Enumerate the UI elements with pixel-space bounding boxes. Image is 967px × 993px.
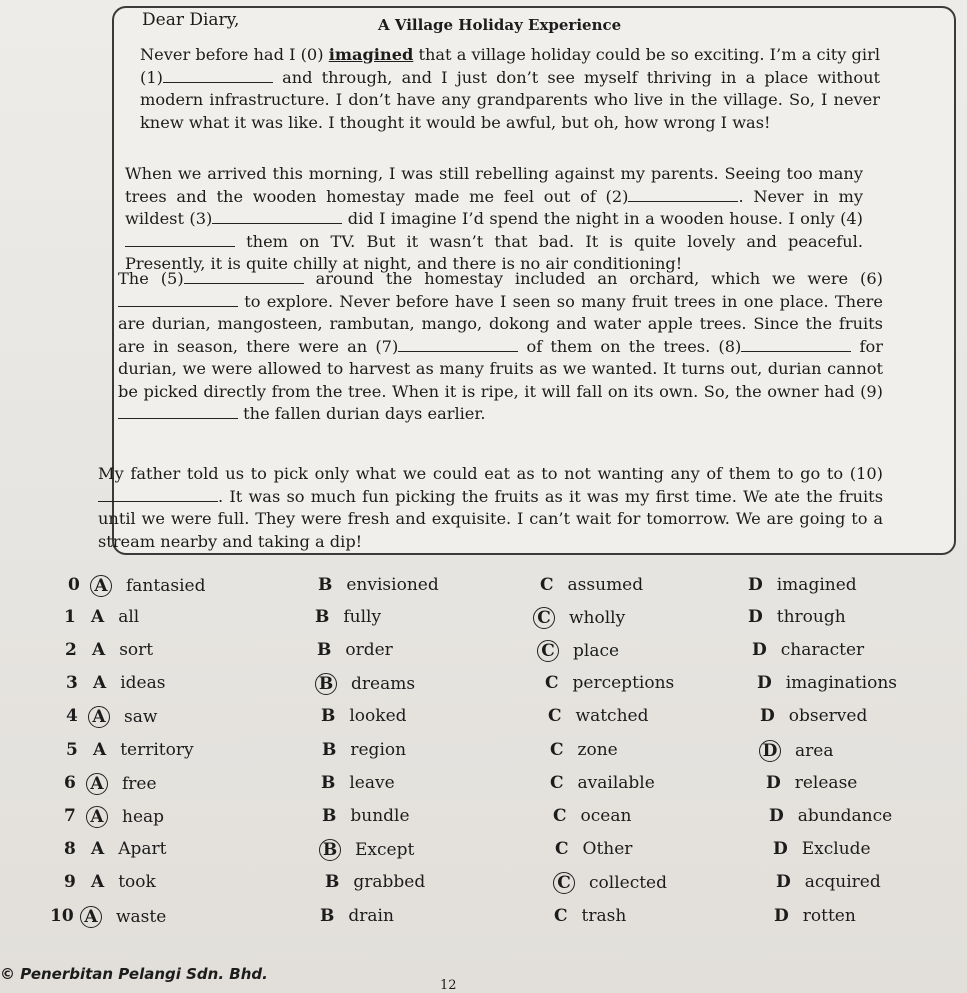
option-letter: A xyxy=(93,673,107,693)
question-row xyxy=(0,839,967,869)
option-letter: D xyxy=(757,673,772,693)
diary-paragraph-4 xyxy=(98,463,883,553)
option-a[interactable] xyxy=(91,806,164,828)
question-number: 0 xyxy=(68,575,80,595)
option-letter: B xyxy=(317,640,332,660)
paragraph-text: did I imagine I’d spend the night in a wooden house. I only (4) xyxy=(342,209,863,228)
paragraph-text: and through, and I just don’t see myself thriving in a place without modern infrastructure. I don’t have any grandparents who live in the village. So, I never knew what it was like. I thought it would be awful, but oh, how wrong I was! xyxy=(140,67,880,132)
question-row xyxy=(0,906,967,936)
paragraph-text: them on TV. But it wasn’t that bad. It is quite lovely and peaceful. Presently, it is quite chilly at night, and there is no air conditioning! xyxy=(125,231,863,273)
answer-blank xyxy=(125,231,235,247)
option-b[interactable] xyxy=(322,806,410,826)
option-a[interactable] xyxy=(91,839,166,859)
option-c[interactable] xyxy=(550,773,655,793)
option-c[interactable] xyxy=(540,575,643,595)
answer-blank xyxy=(398,336,518,352)
option-b[interactable] xyxy=(315,607,381,627)
paragraph-text: that a village holiday could be so exciting. I’m a city girl (1) xyxy=(140,45,880,87)
paragraph-text: for durian, we were allowed to harvest as many fruits as we wanted. It turns out, durian cannot be picked directly from the tree. When it is ripe, it will fall on its own. So, the owner had (9) xyxy=(118,336,883,401)
question-row xyxy=(0,640,967,670)
circled-answer: C xyxy=(533,607,555,629)
question-number: 5 xyxy=(66,740,78,760)
option-text: free xyxy=(122,774,157,794)
example-answer: imagined xyxy=(328,45,414,64)
option-text: fantasied xyxy=(126,576,206,596)
option-letter: B xyxy=(315,607,330,627)
option-text: ocean xyxy=(580,806,632,826)
option-a[interactable] xyxy=(92,640,153,660)
option-letter: C xyxy=(555,839,569,859)
answer-blank xyxy=(184,268,304,284)
option-a[interactable] xyxy=(93,706,157,728)
option-text: zone xyxy=(577,740,618,760)
option-text: place xyxy=(573,641,620,661)
option-text: wholly xyxy=(569,608,626,628)
option-letter: B xyxy=(325,872,340,892)
option-text: dreams xyxy=(351,674,416,694)
option-a[interactable] xyxy=(91,872,156,892)
option-text: heap xyxy=(122,807,165,827)
diary-paragraph-2 xyxy=(125,163,863,276)
option-letter: D xyxy=(748,607,763,627)
option-letter: A xyxy=(92,640,106,660)
option-text: Apart xyxy=(118,839,167,859)
answer-blank xyxy=(741,336,851,352)
question-row xyxy=(0,706,967,736)
circled-answer: A xyxy=(80,906,102,928)
option-text: watched xyxy=(575,706,649,726)
paragraph-text: My father told us to pick only what we could eat as to not wanting any of them to go to (10) xyxy=(98,464,883,483)
diary-title: A Village Holiday Experience xyxy=(378,16,622,34)
paragraph-text: . It was so much fun picking the fruits as it was my first time. We ate the fruits until we were full. They were fresh and exquisite. I can’t wait for tomorrow. We are going to a stream nearby and taking a dip! xyxy=(98,486,883,551)
option-text: grabbed xyxy=(353,872,426,892)
answer-blank xyxy=(212,208,342,224)
paragraph-text: around the homestay included an orchard, which we were (6) xyxy=(303,269,883,288)
option-text: ideas xyxy=(120,673,166,693)
option-d[interactable] xyxy=(769,806,892,826)
option-a[interactable] xyxy=(93,673,165,693)
publisher-credit: © Penerbitan Pelangi Sdn. Bhd. xyxy=(0,965,268,983)
paragraph-text: When we arrived this morning, I was still rebelling against my parents. Seeing too many trees and the wooden homestay made me feel out of (2) xyxy=(125,164,863,206)
option-text: took xyxy=(118,872,156,892)
option-letter: C xyxy=(553,806,567,826)
option-letter: B xyxy=(318,575,333,595)
option-text: fully xyxy=(343,607,382,627)
option-c[interactable] xyxy=(553,806,631,826)
option-d[interactable] xyxy=(748,607,846,627)
diary-paragraph-1 xyxy=(140,44,880,134)
option-letter: A xyxy=(93,740,107,760)
circled-answer: B xyxy=(319,839,341,861)
question-row xyxy=(0,773,967,803)
option-text: collected xyxy=(589,873,667,893)
option-a[interactable] xyxy=(91,773,157,795)
option-text: perceptions xyxy=(572,673,675,693)
option-letter: C xyxy=(550,740,564,760)
option-c[interactable] xyxy=(550,740,618,760)
option-text: Other xyxy=(582,839,633,859)
answer-blank xyxy=(163,67,273,83)
option-text: character xyxy=(780,640,865,660)
answer-blank xyxy=(118,291,238,307)
question-row xyxy=(0,872,967,902)
question-number: 8 xyxy=(64,839,76,859)
paragraph-text: to explore. Never before have I seen so many fruit trees in one place. There are durian, mangosteen, rambutan, mango, dokong and water apple trees. Since the fruits are in season, there were an (7) xyxy=(118,291,883,356)
paragraph-text: Never before had I (0) xyxy=(140,45,329,64)
circled-answer: A xyxy=(86,806,108,828)
question-number: 4 xyxy=(66,706,78,726)
option-d[interactable] xyxy=(776,872,881,892)
paragraph-text: . Never in my wildest (3) xyxy=(125,186,863,228)
question-number: 10 xyxy=(50,906,74,926)
option-c[interactable] xyxy=(555,839,632,859)
option-a[interactable] xyxy=(93,740,194,760)
option-text: territory xyxy=(120,740,194,760)
option-letter: D xyxy=(776,872,791,892)
option-letter: B xyxy=(320,906,335,926)
option-d[interactable] xyxy=(766,773,857,793)
question-number: 7 xyxy=(64,806,76,826)
option-letter: C xyxy=(540,575,554,595)
option-letter: D xyxy=(773,839,788,859)
option-letter: C xyxy=(554,906,568,926)
circled-answer: C xyxy=(553,872,575,894)
question-row xyxy=(0,673,967,703)
answer-blank xyxy=(98,486,218,502)
answer-blank xyxy=(628,186,738,202)
option-text: bundle xyxy=(350,806,410,826)
option-text: looked xyxy=(349,706,407,726)
option-c[interactable] xyxy=(548,706,648,726)
circled-answer: B xyxy=(315,673,337,695)
paragraph-text: of them on the trees. (8) xyxy=(518,336,742,356)
option-text: envisioned xyxy=(346,575,439,595)
option-c[interactable] xyxy=(545,673,674,693)
question-row xyxy=(0,607,967,637)
option-c[interactable] xyxy=(558,872,667,894)
option-text: area xyxy=(795,741,834,761)
diary-paragraph-3 xyxy=(118,268,883,426)
option-letter: B xyxy=(322,740,337,760)
option-letter: A xyxy=(91,872,105,892)
option-letter: D xyxy=(760,706,775,726)
option-d[interactable] xyxy=(757,673,897,693)
option-a[interactable] xyxy=(91,607,139,627)
option-c[interactable] xyxy=(542,640,619,662)
option-letter: D xyxy=(748,575,763,595)
option-letter: C xyxy=(545,673,559,693)
paragraph-text: the fallen durian days earlier. xyxy=(238,404,486,423)
option-b[interactable] xyxy=(320,906,394,926)
circled-answer: D xyxy=(759,740,781,762)
question-row xyxy=(0,575,967,605)
question-row xyxy=(0,806,967,836)
option-b[interactable] xyxy=(325,872,425,892)
option-d[interactable] xyxy=(764,740,833,762)
option-letter: D xyxy=(774,906,789,926)
option-b[interactable] xyxy=(322,740,406,760)
option-text: drain xyxy=(348,906,394,926)
option-text: acquired xyxy=(804,872,881,892)
option-d[interactable] xyxy=(748,575,857,595)
option-d[interactable] xyxy=(752,640,864,660)
option-text: sort xyxy=(119,640,154,660)
diary-greeting: Dear Diary, xyxy=(142,10,240,30)
option-d[interactable] xyxy=(760,706,867,726)
option-text: order xyxy=(345,640,393,660)
paragraph-text: The (5) xyxy=(118,269,184,288)
option-text: trash xyxy=(581,906,627,926)
question-number: 1 xyxy=(64,607,76,627)
option-text: Exclude xyxy=(801,839,871,859)
question-number: 6 xyxy=(64,773,76,793)
option-b[interactable] xyxy=(318,575,439,595)
option-text: abundance xyxy=(797,806,893,826)
option-letter: D xyxy=(752,640,767,660)
option-text: rotten xyxy=(802,906,856,926)
answer-blank xyxy=(118,403,238,419)
option-text: observed xyxy=(788,706,868,726)
option-text: available xyxy=(577,773,655,793)
option-text: imaginations xyxy=(785,673,898,693)
option-d[interactable] xyxy=(774,906,856,926)
option-letter: B xyxy=(321,706,336,726)
option-letter: C xyxy=(550,773,564,793)
question-number: 3 xyxy=(66,673,78,693)
option-b[interactable] xyxy=(317,640,393,660)
circled-answer: A xyxy=(86,773,108,795)
option-letter: B xyxy=(322,806,337,826)
option-a[interactable] xyxy=(85,906,166,928)
option-b[interactable] xyxy=(321,773,395,793)
option-text: through xyxy=(776,607,846,627)
option-b[interactable] xyxy=(320,673,415,695)
page-number: 12 xyxy=(440,978,457,993)
option-letter: D xyxy=(769,806,784,826)
option-text: waste xyxy=(116,907,167,927)
option-b[interactable] xyxy=(321,706,407,726)
option-a[interactable] xyxy=(95,575,205,597)
circled-answer: A xyxy=(90,575,112,597)
option-letter: D xyxy=(766,773,781,793)
option-letter: A xyxy=(91,839,105,859)
option-text: all xyxy=(118,607,140,627)
option-d[interactable] xyxy=(773,839,871,859)
circled-answer: C xyxy=(537,640,559,662)
option-c[interactable] xyxy=(538,607,625,629)
option-letter: C xyxy=(548,706,562,726)
option-text: Except xyxy=(355,840,415,860)
option-b[interactable] xyxy=(324,839,414,861)
option-text: region xyxy=(350,740,407,760)
option-letter: B xyxy=(321,773,336,793)
option-text: leave xyxy=(349,773,395,793)
question-number: 2 xyxy=(65,640,77,660)
question-number: 9 xyxy=(64,872,76,892)
option-c[interactable] xyxy=(554,906,626,926)
option-text: imagined xyxy=(776,575,857,595)
option-text: release xyxy=(794,773,858,793)
option-text: assumed xyxy=(567,575,644,595)
circled-answer: A xyxy=(88,706,110,728)
option-text: saw xyxy=(124,707,158,727)
option-letter: A xyxy=(91,607,105,627)
question-row xyxy=(0,740,967,770)
